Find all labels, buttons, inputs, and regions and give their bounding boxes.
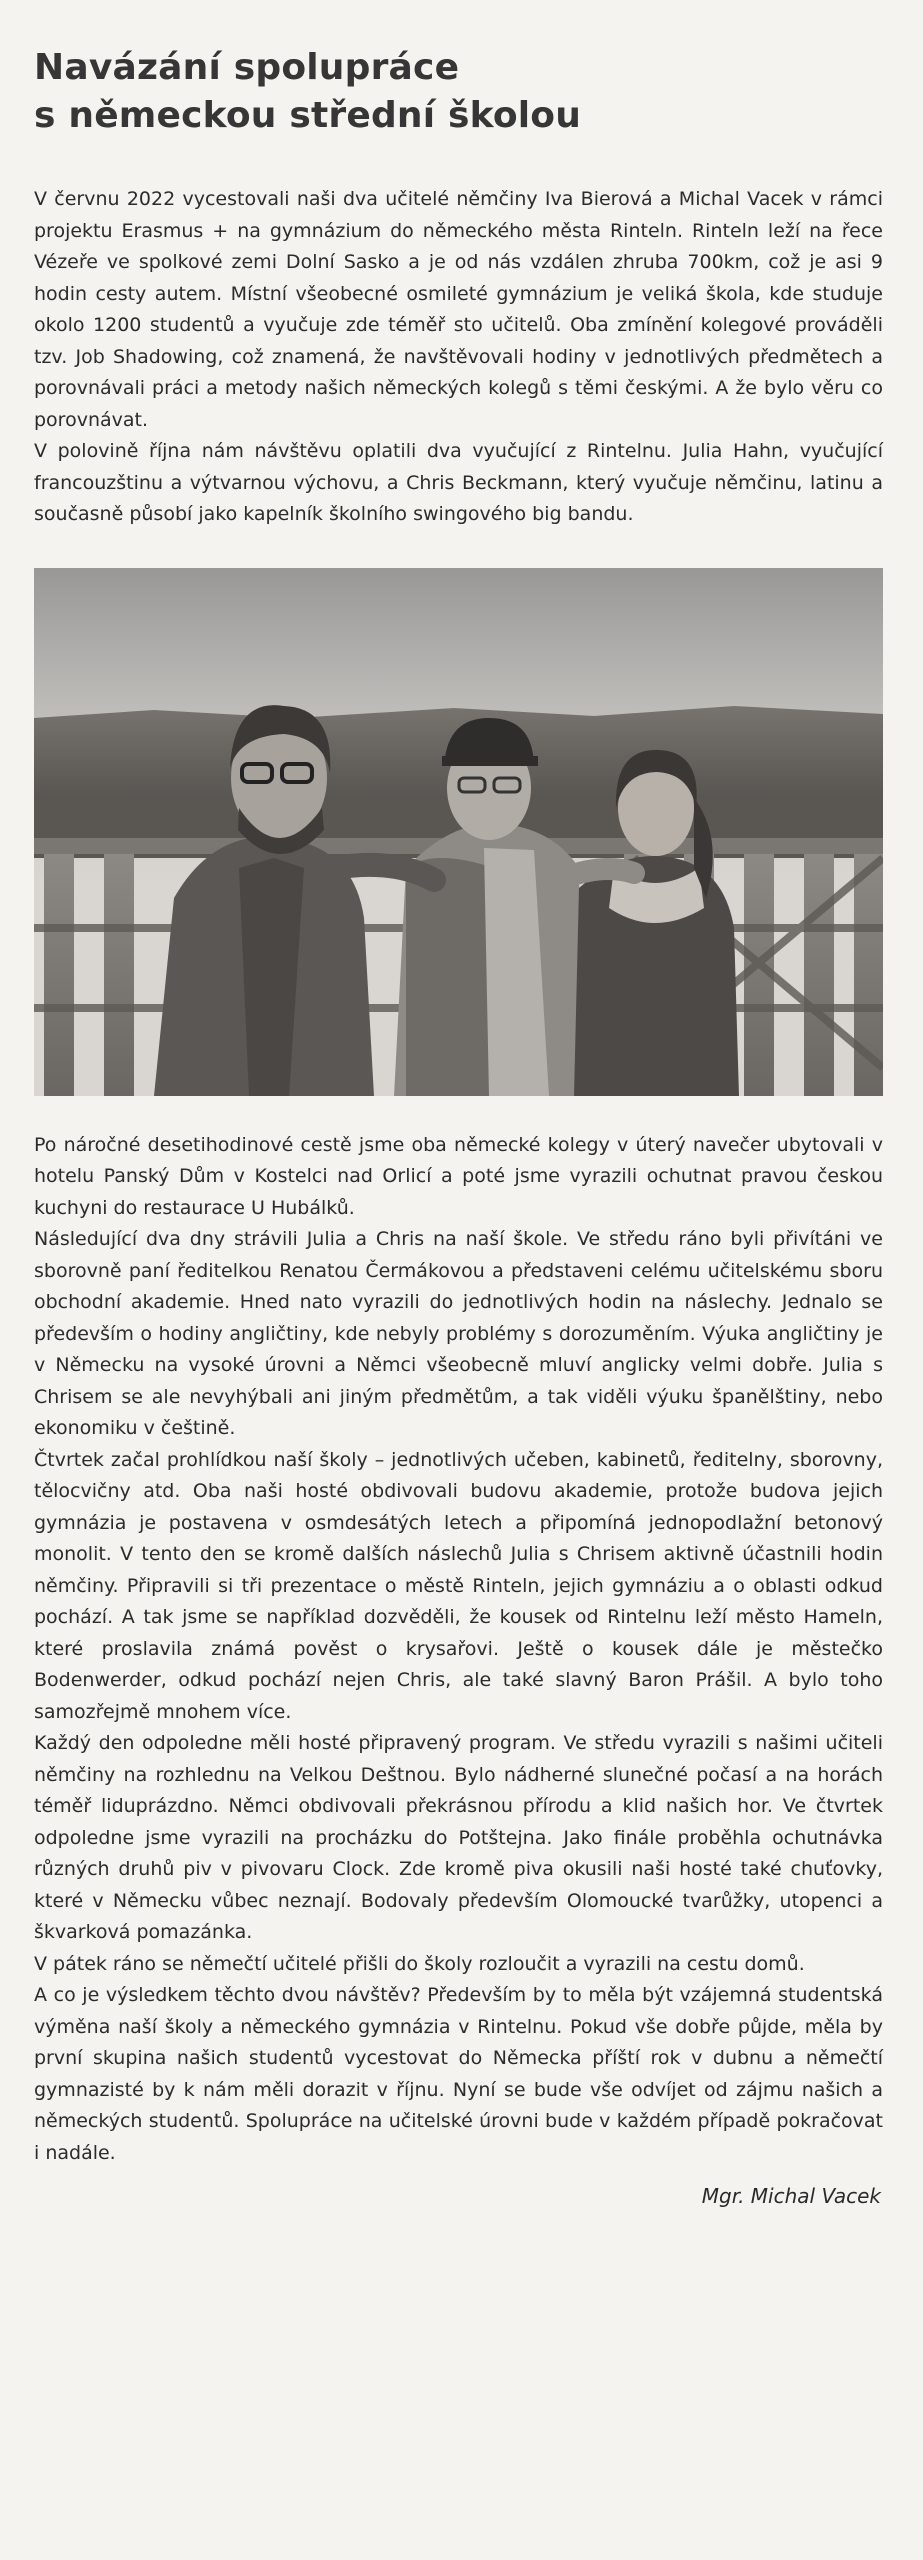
body-paragraph-2: Následující dva dny strávili Julia a Chris na naší škole. Ve středu ráno byli přivítáni ve sborovně paní ředitelkou Renatou Čermákovou a představeni celému učitelskému sboru obchodní akademie. Hned nato vyrazili do jednotlivých hodin na náslechy. Jednalo se především o hodiny angličtiny, kde nebyly problémy s dorozuměním. Výuka angličtiny je v Německu na vysoké úrovni a Němci všeobecně mluví anglicky velmi dobře. Julia s Chrisem se ale nevyhýbali ani jiným předmětům, a tak viděli výuku španělštiny, nebo ekonomiku v češtině. <box>34 1228 883 1439</box>
intro-paragraph-1: V červnu 2022 vycestovali naši dva učitelé němčiny Iva Bierová a Michal Vacek v rámci projektu Erasmus + na gymnázium do německého města Rinteln. Rinteln leží na řece Vézeře ve spolkové zemi Dolní Sasko a je od nás vzdálen zhruba 700km, což je asi 9 hodin cesty autem. Místní všeobecné osmileté gymnázium je veliká škola, kde studuje okolo 1200 studentů a vyučuje zde téměř sto učitelů. Oba zmínění kolegové prováděli tzv. Job Shadowing, což znamená, že navštěvovali hodiny v jednotlivých předmětech a porovnávali práci a metody našich německých kolegů s těmi českými. A že bylo věru co porovnávat. <box>34 188 883 431</box>
body-paragraph-1: Po náročné desetihodinové cestě jsme oba německé kolegy v úterý navečer ubytovali v hotelu Panský Dům v Kostelci nad Orlicí a poté jsme vyrazili ochutnat pravou českou kuchyni do restaurace U Hubálků. <box>34 1133 883 1219</box>
group-photo-illustration <box>34 568 883 1096</box>
intro-paragraph-2: V polovině října nám návštěvu oplatili dva vyučující z Rintelnu. Julia Hahn, vyučující francouzštinu a výtvarnou výchovu, a Chris Beckmann, který vyučuje němčinu, latinu a současně působí jako kapelník školního swingového big bandu. <box>34 440 883 525</box>
author-signature: Mgr. Michal Vacek <box>701 2184 881 2208</box>
article-title-line-2: s německou střední školou <box>34 95 582 136</box>
article-title <box>34 44 883 140</box>
body-paragraph-4: Každý den odpoledne měli hosté připravený program. Ve středu vyrazili s našimi učiteli němčiny na rozhlednu na Velkou Deštnou. Bylo nádherné slunečné počasí a na horách téměř liduprázdno. Němci obdivovali překrásnou přírodu a klid našich hor. Ve čtvrtek odpoledne jsme vyrazili na procházku do Potštejna. Jako finále proběhla ochutnávka různých druhů piv v pivovaru Clock. Zde kromě piva okusili naši hosté také chuťovky, které v Německu vůbec neznají. Bodovaly především Olomoucké tvarůžky, utopenci a škvarková pomazánka. <box>34 1732 883 1943</box>
article-title-line-1: Navázání spolupráce <box>34 47 460 88</box>
intro-text-block <box>34 184 883 531</box>
body-paragraph-6: A co je výsledkem těchto dvou návštěv? Především by to měla být vzájemná studentská výměna naší školy a německého gymnázia v Rintelnu. Pokud vše dobře půjde, měla by první skupina našich studentů vycestovat do Německa příští rok v dubnu a němečtí gymnazisté by k nám měli dorazit v říjnu. Nyní se bude vše odvíjet od zájmu našich a německých studentů. Spolupráce na učitelské úrovni bude v každém případě pokračovat i nadále. <box>34 1984 883 2164</box>
body-text-block <box>34 1130 883 2170</box>
body-paragraph-5: V pátek ráno se němečtí učitelé přišli do školy rozloučit a vyrazili na cestu domů. <box>34 1952 805 1975</box>
arm-right <box>564 869 634 878</box>
body-paragraph-3: Čtvrtek začal prohlídkou naší školy – jednotlivých učeben, kabinetů, ředitelny, sborovny, tělocvičny atd. Oba naši hosté obdivovali budovu akademie, protože budova jejich gymnázia je postavena v osmdesátých letech a připomíná jednopodlažní betonový monolit. V tento den se kromě dalších náslechů Julia s Chrisem aktivně účastnili hodin němčiny. Připravili si tři prezentace o městě Rinteln, jejich gymnáziu a o oblasti odkud pochází. A tak jsme se například dozvěděli, že kousek od Rintelnu leží město Hameln, které proslavila známá pověst o krysařovi. Ještě o kousek dále je městečko Bodenwerder, odkud pochází nejen Chris, ale také slavný Baron Prášil. A bylo toho samozřejmě mnohem více. <box>34 1448 883 1723</box>
group-photo <box>34 568 883 1096</box>
